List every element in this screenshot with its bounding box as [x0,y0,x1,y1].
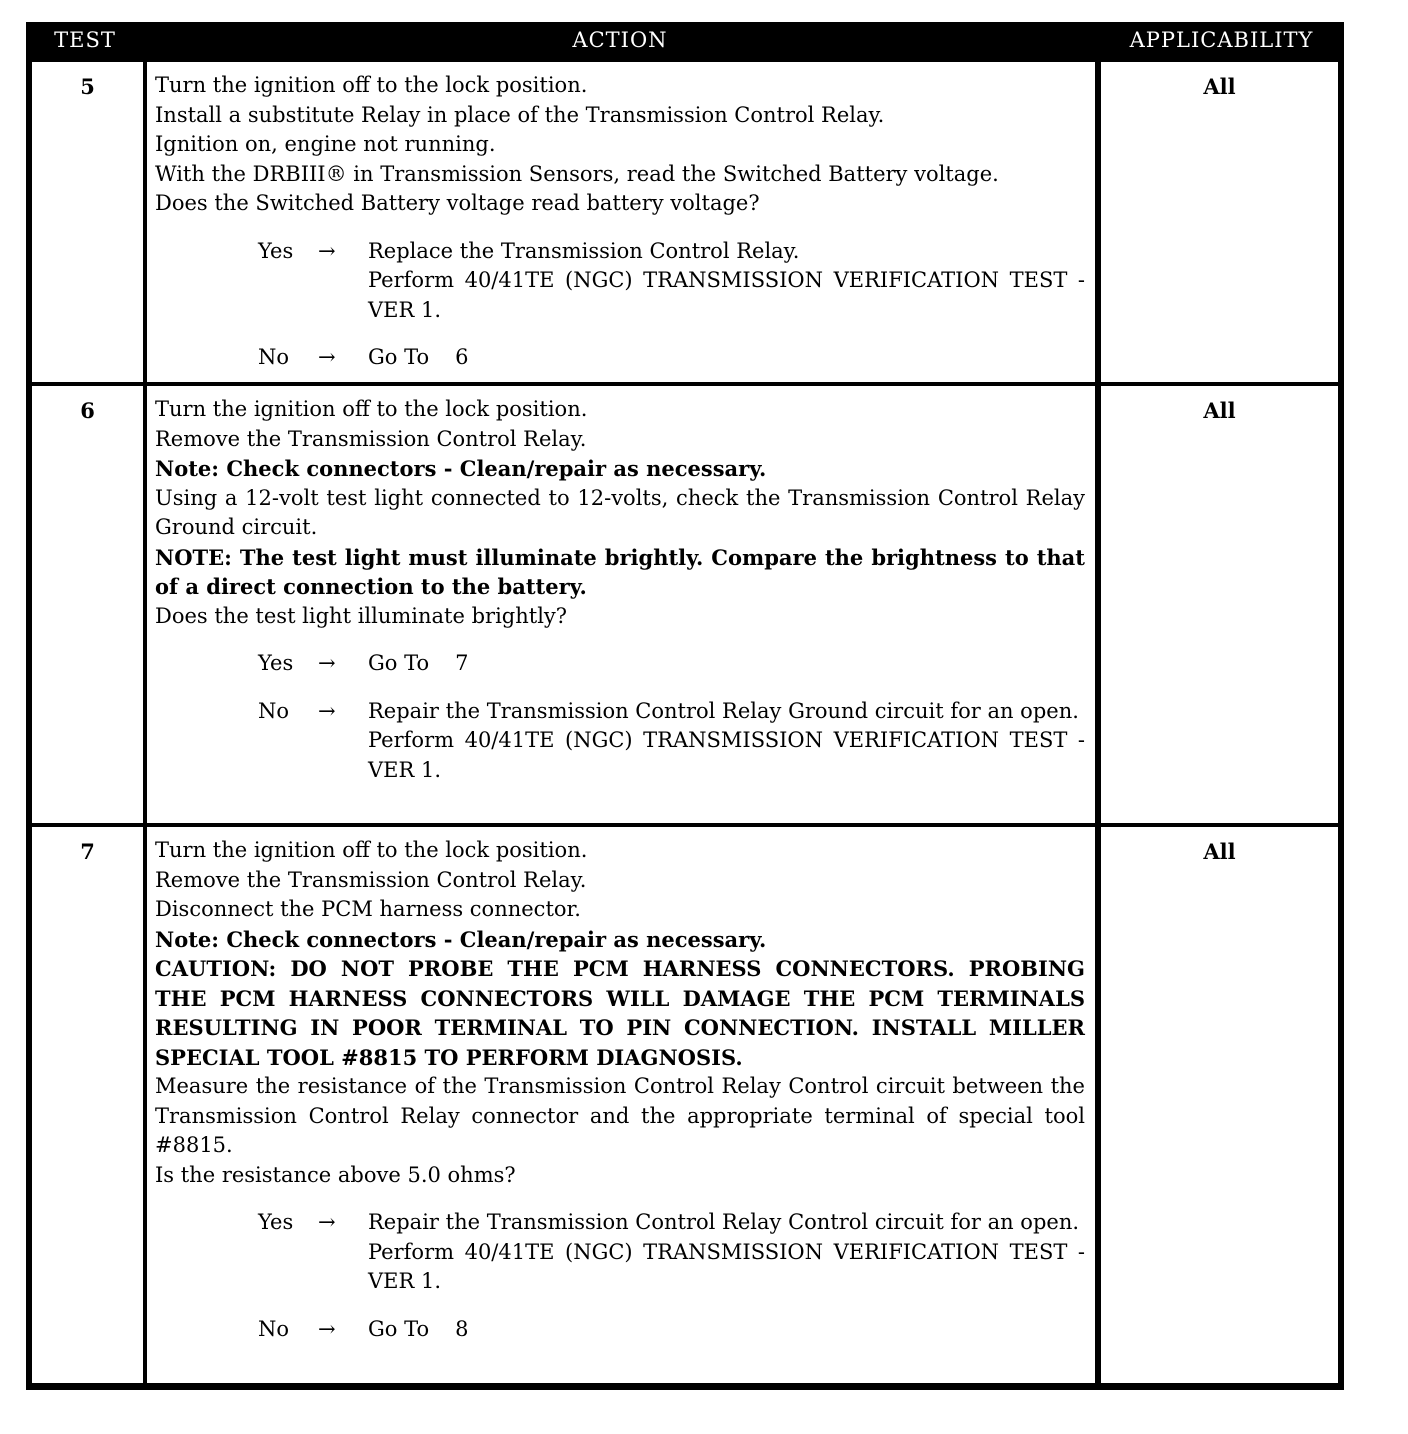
action-cell [147,827,1095,1383]
arrow-icon: → [318,345,336,369]
arrow-icon: → [318,238,336,263]
action-line: Turn the ignition off to the lock position. [155,838,588,862]
header-test: TEST [54,28,116,52]
applicability-cell: All [1101,827,1338,1383]
action-line: Is the resistance above 5.0 ohms? [155,1162,516,1187]
action-line: Disconnect the PCM harness connector. [155,897,581,921]
action-line: Does the Switched Battery voltage read battery voltage? [155,191,760,215]
action-paragraph: Measure the resistance of the Transmission Control Relay Control circuit between the Transmission Control Relay connector and the appropriate terminal of special tool #8815. [155,1074,1085,1157]
no-result: Repair the Transmission Control Relay Ground circuit for an open. [368,698,1079,723]
action-line: Remove the Transmission Control Relay. [155,426,587,451]
test-number: 5 [32,62,143,382]
action-line: Install a substitute Relay in place of the Transmission Control Relay. [155,102,885,127]
no-branch [155,697,1085,786]
action-cell [147,386,1095,823]
action-cell [147,62,1095,382]
no-branch [155,1315,1085,1345]
no-result: Perform 40/41TE (NGC) TRANSMISSION VERIFICATION TEST - VER 1. [368,728,1085,782]
header-applicability: APPLICABILITY [1129,28,1314,52]
yes-result: Perform 40/41TE (NGC) TRANSMISSION VERIFICATION TEST - VER 1. [368,268,1085,322]
applicability-cell: All [1101,62,1338,382]
action-line: Turn the ignition off to the lock position. [155,73,588,97]
action-line: Does the test light illuminate brightly? [155,603,568,628]
yes-label: Yes [258,651,294,675]
yes-label: Yes [258,238,294,263]
note-line: Note: Check connectors - Clean/repair as necessary. [155,456,767,481]
goto-text: Go To [368,1316,430,1341]
yes-branch [155,649,1085,679]
header-action: ACTION [572,28,668,52]
applicability-cell: All [1101,386,1338,823]
action-line: Remove the Transmission Control Relay. [155,867,587,892]
arrow-icon: → [318,651,336,675]
goto-number: 6 [455,345,469,369]
caution-paragraph: CAUTION: DO NOT PROBE THE PCM HARNESS CONNECTORS. PROBING THE PCM HARNESS CONNECTORS WILL DAMAGE THE PCM TERMINALS RESULTING IN POOR TERMINAL TO PIN CONNECTION. INSTALL MILLER SPECIAL TOOL #8815 TO PERFORM DIAGNOSIS. [155,956,1085,1070]
arrow-icon: → [318,1210,336,1234]
no-label: No [258,698,290,723]
goto-text: Go To [368,345,430,369]
no-branch [155,343,1085,373]
action-line: With the DRBIII® in Transmission Sensors, read the Switched Battery voltage. [155,161,999,186]
test-number: 7 [32,827,143,1383]
diagnostic-table [26,22,1344,1390]
test-number: 6 [32,386,143,823]
no-label: No [258,1316,290,1341]
action-line: Turn the ignition off to the lock position. [155,397,588,421]
yes-result: Replace the Transmission Control Relay. [368,238,800,263]
action-line: Ignition on, engine not running. [155,132,496,156]
yes-branch [155,237,1085,326]
action-paragraph: Using a 12-volt test light connected to 12-volts, check the Transmission Control Relay Ground circuit. [155,485,1085,539]
yes-label: Yes [258,1210,294,1234]
goto-text: Go To [368,651,430,675]
yes-result: Repair the Transmission Control Relay Control circuit for an open. [368,1210,1080,1234]
yes-result: Perform 40/41TE (NGC) TRANSMISSION VERIFICATION TEST - VER 1. [368,1239,1085,1293]
arrow-icon: → [318,1316,336,1341]
goto-number: 8 [455,1316,469,1341]
goto-number: 7 [455,651,469,675]
yes-branch [155,1208,1085,1297]
note-line: Note: Check connectors - Clean/repair as necessary. [155,926,767,952]
no-label: No [258,345,290,369]
note-paragraph: NOTE: The test light must illuminate brightly. Compare the brightness to that of a direct connection to the battery. [155,544,1085,599]
arrow-icon: → [318,698,336,723]
